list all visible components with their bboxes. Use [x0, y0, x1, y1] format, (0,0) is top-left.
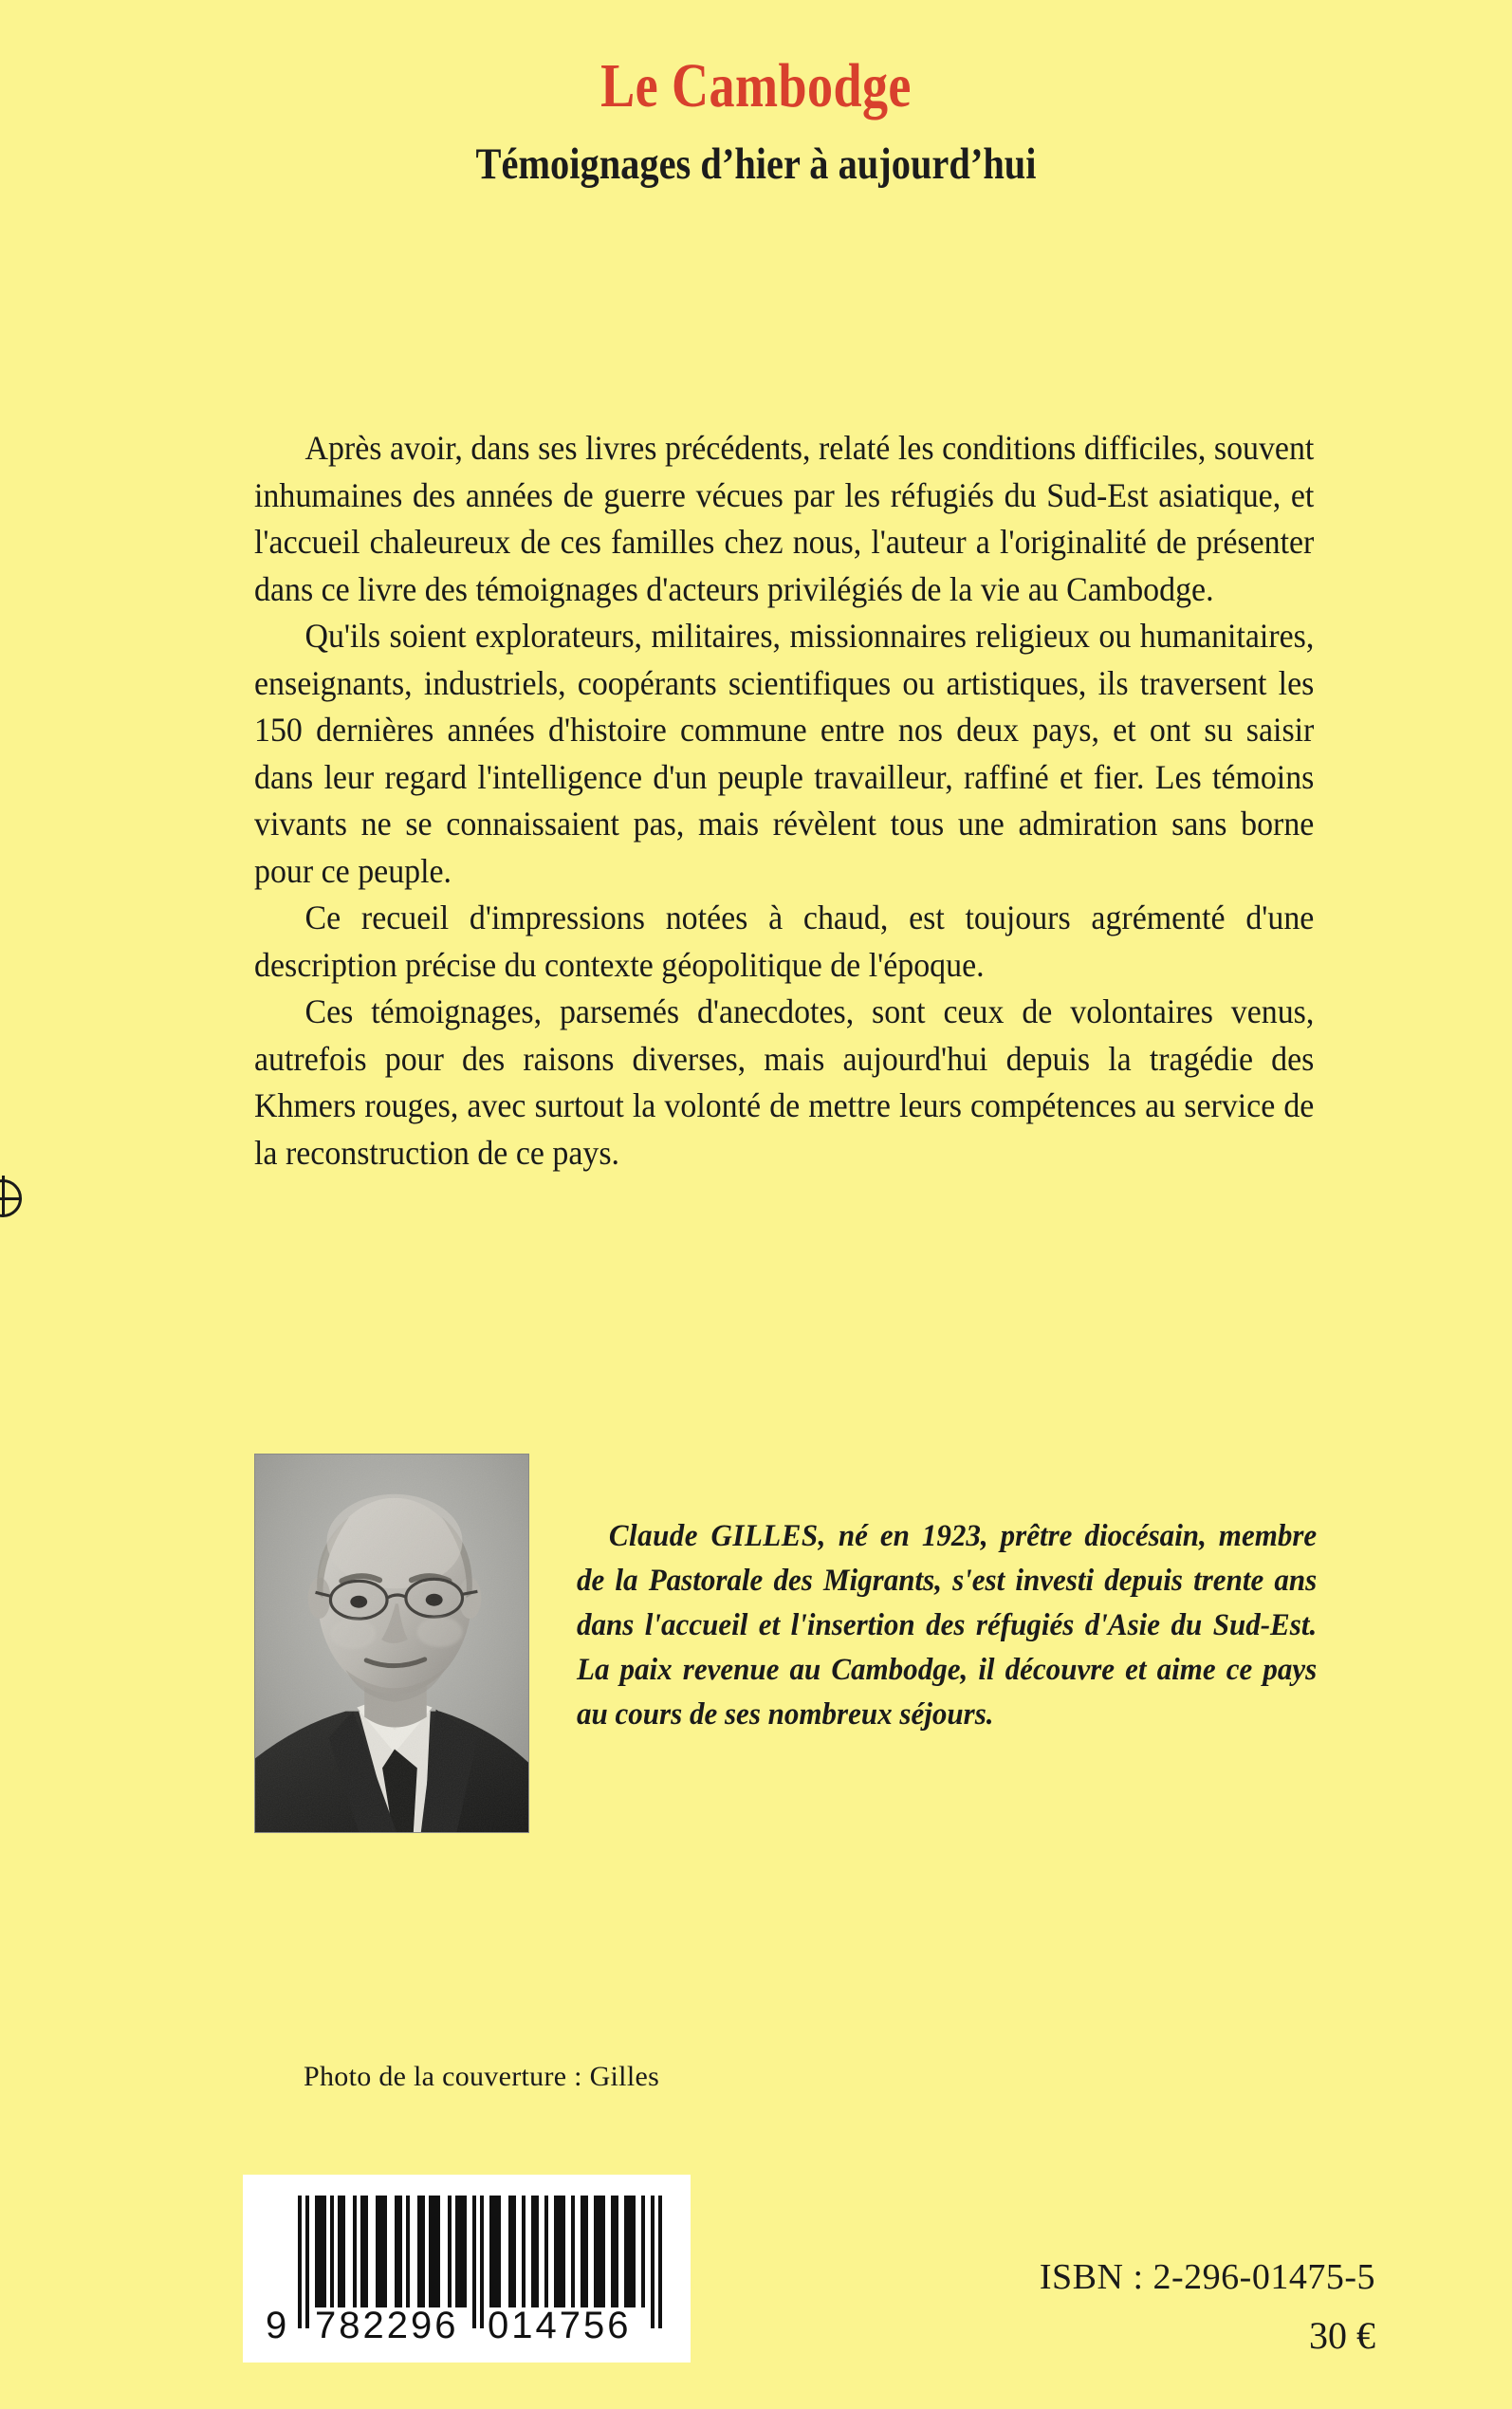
author-bio-text: né en 1923, prêtre diocésain, membre de la Pastorale des Migrants, s'est investi depuis trente ans dans l'accueil et l'insertion des réfugiés d'Asie du Sud-Est. La paix revenue au Cambodge, il découvre et aime ce pays au cours de ses nombreux séjours. — [577, 1519, 1318, 1732]
title-block — [0, 51, 1512, 189]
barcode-digits-right: 014756 — [488, 2305, 632, 2346]
isbn-barcode — [243, 2175, 691, 2363]
registration-mark-icon — [0, 1179, 22, 1217]
barcode-digit-leading: 9 — [266, 2305, 287, 2346]
book-subtitle: Témoignages d’hier à aujourd’hui — [475, 139, 1037, 189]
back-cover-blurb — [254, 425, 1314, 1177]
cover-photo-credit: Photo de la couverture : Gilles — [304, 2061, 660, 2092]
author-portrait-photo — [254, 1454, 529, 1833]
author-biography — [577, 1514, 1317, 1737]
blurb-paragraph-4: Ces témoignages, parsemés d'anecdotes, sont ceux de volontaires venus, autrefois pour des raisons diverses, mais aujourd'hui depuis la tragédie des Khmers rouges, avec surtout la volonté de mettre leurs compétences au service de la reconstruction de ce pays. — [254, 992, 1315, 1172]
author-name: Claude GILLES, — [608, 1519, 826, 1553]
blurb-paragraph-1: Après avoir, dans ses livres précédents, relaté les conditions difficiles, souvent inhumaines des années de guerre vécues par les réfugiés du Sud-Est asiatique, et l'accueil chaleureux de ces familles chez nous, l'auteur a l'originalité de présenter dans ce livre des témoignages d'acteurs privilégiés de la vie au Cambodge. — [254, 429, 1315, 608]
barcode-digits-left: 782296 — [315, 2305, 459, 2346]
book-title: Le Cambodge — [600, 51, 912, 120]
price-text: 30 € — [1309, 2314, 1375, 2357]
isbn-text: ISBN : 2-296-01475-5 — [1039, 2257, 1375, 2297]
blurb-paragraph-3: Ce recueil d'impressions notées à chaud, est toujours agrémenté d'une description précise du contexte géopolitique de l'époque. — [254, 899, 1315, 984]
blurb-paragraph-2: Qu'ils soient explorateurs, militaires, missionnaires religieux ou humanitaires, enseignants, industriels, coopérants scientifiques ou artistiques, ils traversent les 150 dernières années d'histoire commune entre nos deux pays, et ont su saisir dans leur regard l'intelligence d'un peuple travailleur, raffiné et fier. Les témoins vivants ne se connaissaient pas, mais révèlent tous une admiration sans borne pour ce peuple. — [254, 617, 1315, 890]
